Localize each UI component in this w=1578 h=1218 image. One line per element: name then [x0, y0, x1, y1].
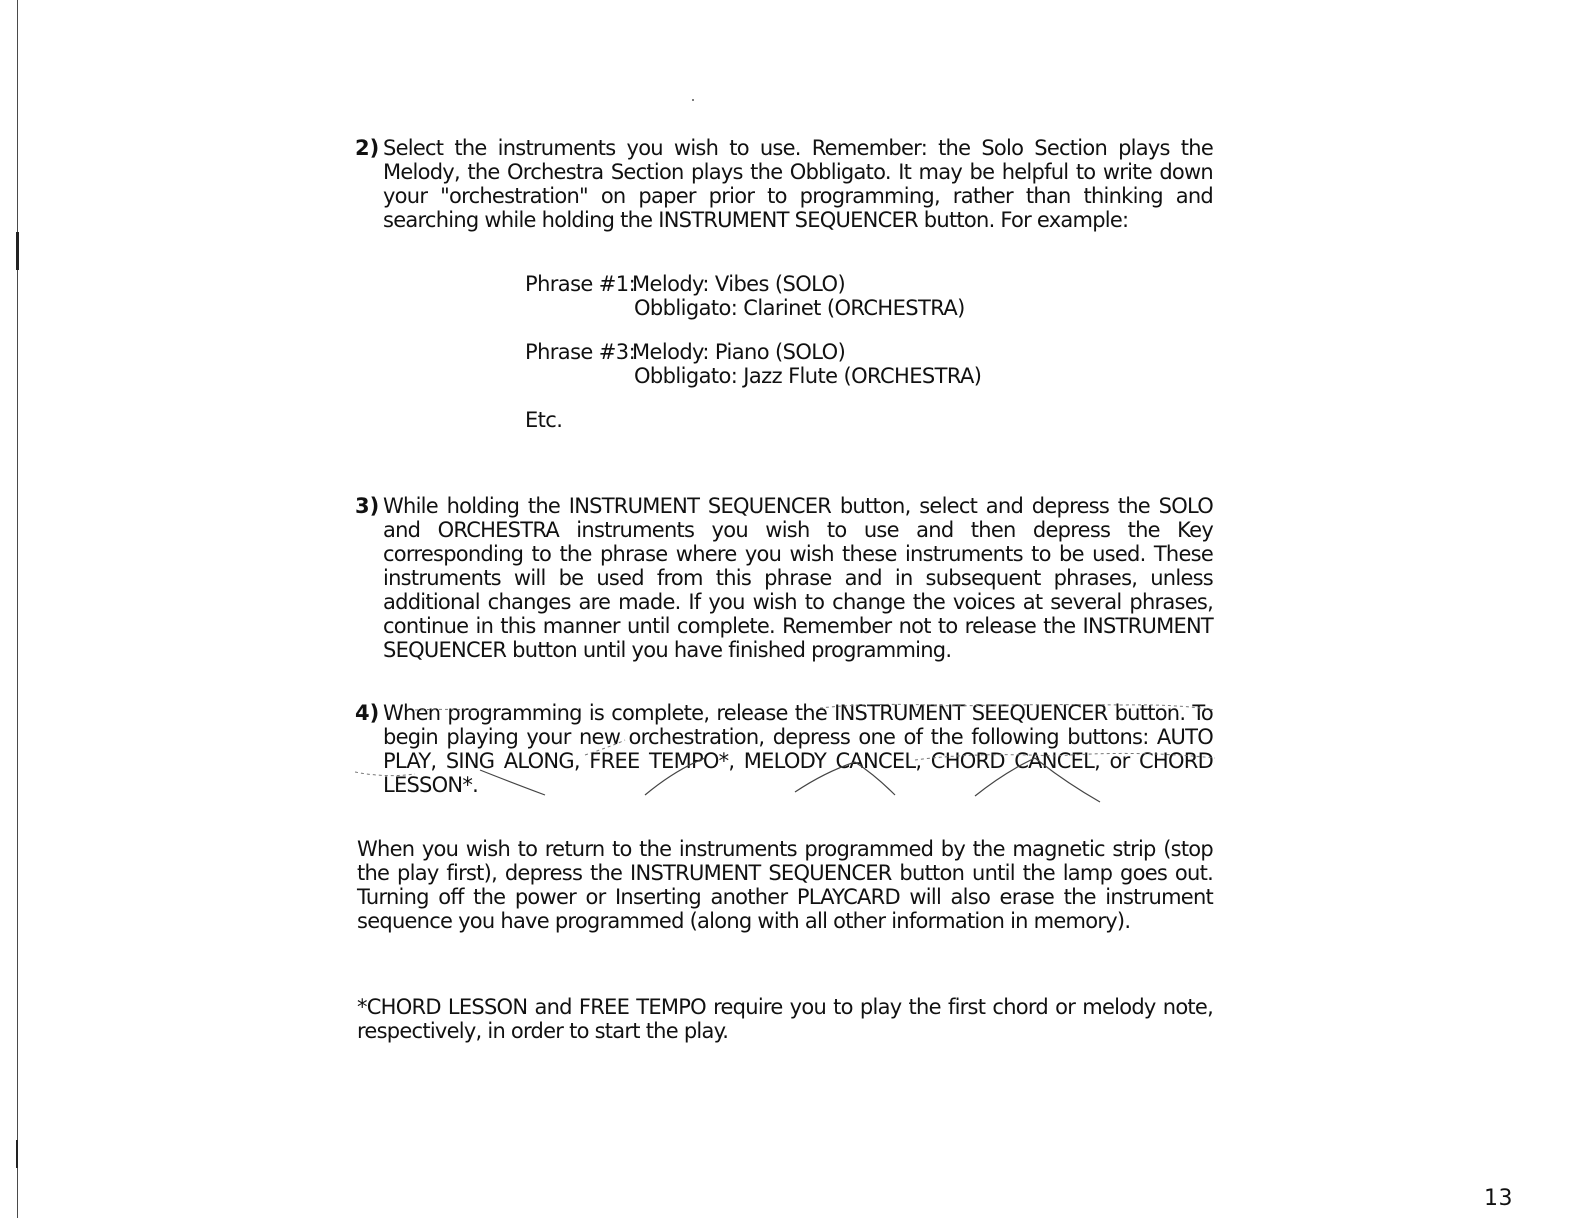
binding-mark	[16, 1140, 18, 1168]
step-4-number: 4)	[355, 701, 380, 725]
phrase-3-melody: Melody: Piano (SOLO)	[632, 340, 846, 364]
scan-speck	[692, 99, 694, 101]
phrase-1-obbligato: Obbligato: Clarinet (ORCHESTRA)	[634, 296, 965, 320]
example-etc: Etc.	[525, 408, 563, 432]
binding-edge	[17, 0, 18, 1218]
phrase-3-obbligato: Obbligato: Jazz Flute (ORCHESTRA)	[634, 364, 982, 388]
step-3-number: 3)	[355, 494, 380, 518]
footnote: *CHORD LESSON and FREE TEMPO require you to play the first chord or melody note, respectively, in order to start the play.	[357, 995, 1213, 1043]
binding-mark	[16, 232, 19, 270]
step-3-text: While holding the INSTRUMENT SEQUENCER button, select and depress the SOLO and ORCHESTRA instruments you wish to use and then depress the Key corresponding to the phrase where you wish these instruments to be used. These instruments will be used from this phrase and in subsequent phrases, unless additional changes are made. If you wish to change the voices at several phrases, continue in this manner until complete. Remember not to release the INSTRUMENT SEQUENCER button until you have finished programming.	[383, 494, 1213, 662]
phrase-1-melody: Melody: Vibes (SOLO)	[632, 272, 846, 296]
step-4-text: When programming is complete, release the INSTRUMENT SEEQUENCER button. To begin playing your new orchestration, depress one of the following buttons: AUTO PLAY, SING ALONG, FREE TEMPO*, MELODY CANCEL, CHORD CANCEL, or CHORD LESSON*.	[383, 701, 1213, 797]
return-paragraph: When you wish to return to the instruments programmed by the magnetic strip (stop the play first), depress the INSTRUMENT SEQUENCER button until the lamp goes out. Turning off the power or Inserting another PLAYCARD will also erase the instrument sequence you have programmed (along with all other information in memory).	[357, 837, 1213, 933]
phrase-1-label: Phrase #1:	[525, 272, 636, 296]
step-2-text: Select the instruments you wish to use. Remember: the Solo Section plays the Melody, the Orchestra Section plays the Obbligato. It may be helpful to write down your "orchestration" on paper prior to programming, rather than thinking and searching while holding the INSTRUMENT SEQUENCER button. For example:	[383, 136, 1213, 232]
step-2-number: 2)	[355, 136, 380, 160]
phrase-3-label: Phrase #3:	[525, 340, 636, 364]
page-number: 13	[1484, 1186, 1513, 1211]
